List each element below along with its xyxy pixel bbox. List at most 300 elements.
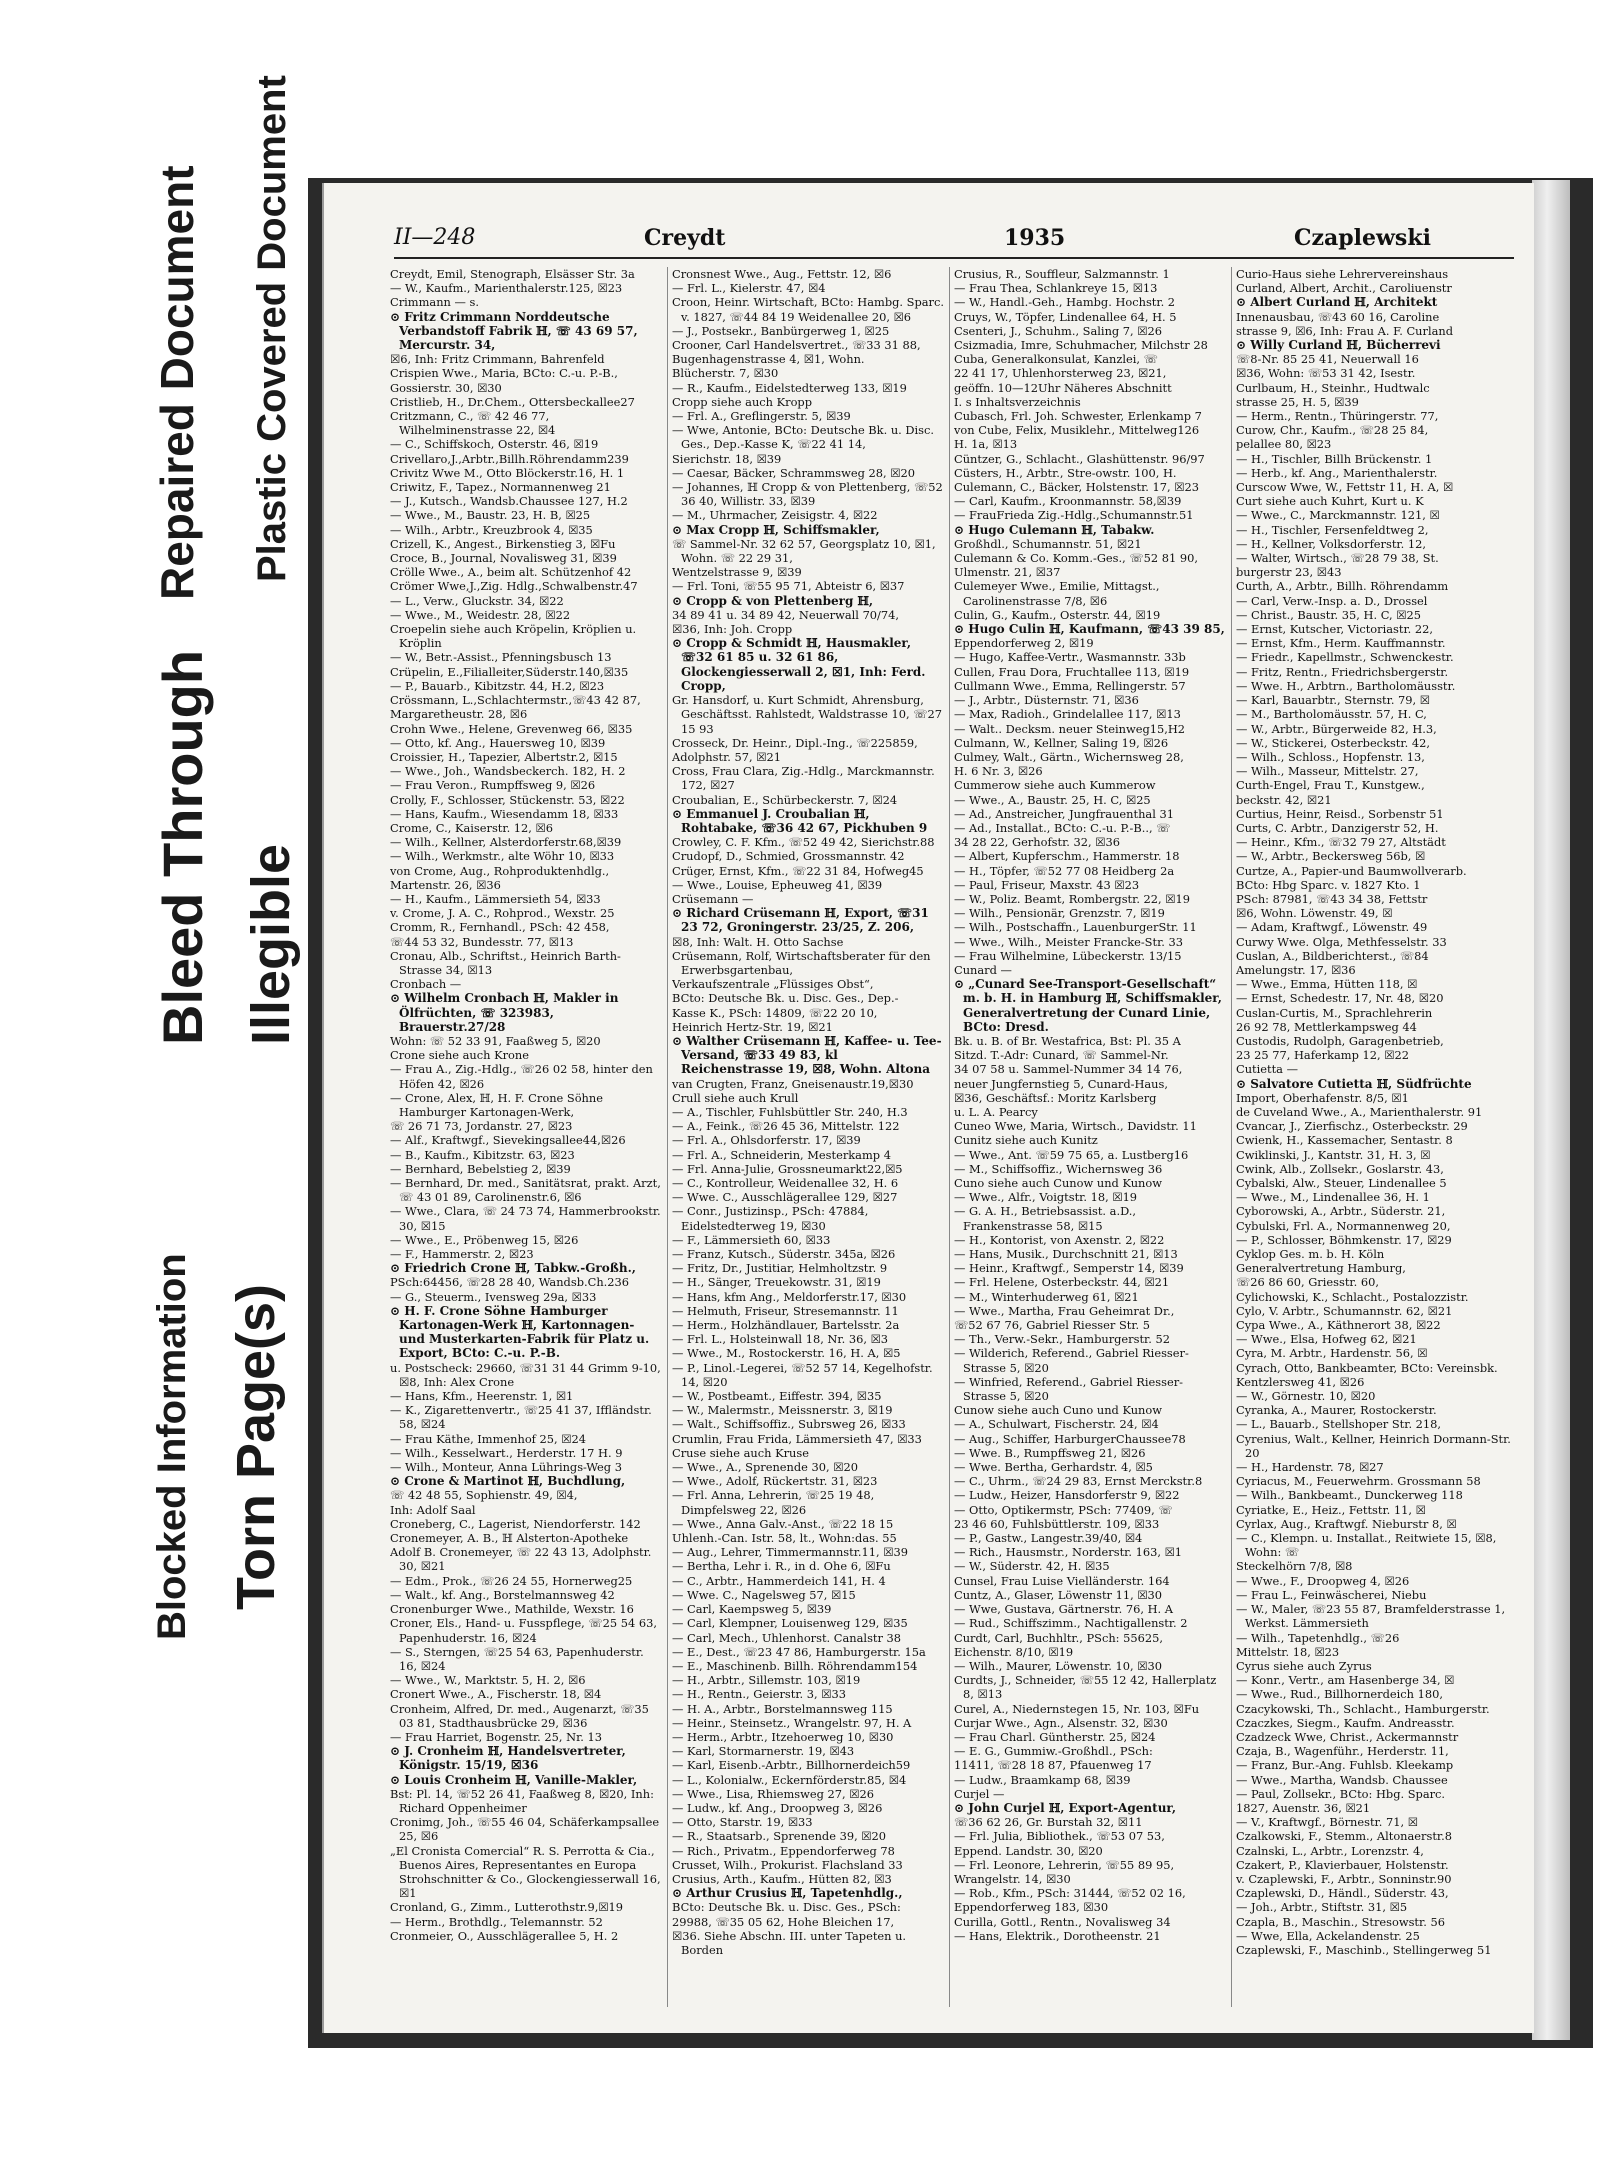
directory-entry: Curwy Wwe. Olga, Methfesselstr. 33 <box>1236 934 1447 949</box>
directory-entry: Import, Oberhafenstr. 8/5, ☒1 <box>1236 1090 1409 1105</box>
directory-entry: Eppendorferweg 183, ☒30 <box>954 1900 1109 1915</box>
directory-entry: ⊙ Emmanuel J. Croubalian ℍ, Rohtabake, ☏36 42 67, Pickhuben 9 <box>672 806 928 835</box>
directory-entry: — Wwe., Emma, Hütten 118, ☒ <box>1236 977 1418 992</box>
directory-entry: — Wwe., Lisa, Rhiemsweg 27, ☒26 <box>672 1786 874 1801</box>
directory-entry: Crull siehe auch Krull <box>672 1090 799 1105</box>
directory-entry: Crusset, Wilh., Prokurist. Flachsland 33 <box>672 1857 903 1872</box>
last-entry-name: Czaplewski <box>1294 225 1431 251</box>
directory-entry: — Winfried, Referend., Gabriel Riesser-Strasse 5, ☒20 <box>954 1374 1183 1404</box>
directory-entry: — Frl. Leonore, Lehrerin, ☏55 89 95, <box>954 1857 1175 1872</box>
directory-entry: — G., Steuerm., Ivensweg 29a, ☒33 <box>390 1289 597 1304</box>
directory-entry: ⊙ Albert Curland ℍ, Architekt <box>1236 295 1438 310</box>
directory-entry: — Friedr., Kapellmstr., Schwenckestr. <box>1236 650 1454 665</box>
directory-entry: ⊙ Arthur Crusius ℍ, Tapetenhdlg., <box>672 1886 903 1901</box>
directory-entry: — Aug., Lehrer, Timmermannstr.11, ☒39 <box>672 1545 908 1560</box>
directory-entry: Cronheim, Alfred, Dr. med., Augenarzt, ☏35 03 81, Stadthausbrücke 29, ☒36 <box>390 1701 649 1730</box>
directory-entry: — W., Stickerei, Osterbeckstr. 42, <box>1236 735 1430 750</box>
directory-entry: — Wwe. Bertha, Gerhardstr. 4, ☒5 <box>954 1460 1153 1475</box>
directory-entry: Cross, Frau Clara, Zig.-Hdlg., Marckmannstr. 172, ☒27 <box>672 764 935 793</box>
directory-entry: PSch:64456, ☏28 28 40, Wandsb.Ch.236 <box>390 1275 630 1290</box>
directory-entry: ☒36. Siehe Abschn. III. unter Tapeten u. Borden <box>672 1928 907 1957</box>
directory-entry: Cybalski, Alw., Steuer, Lindenallee 5 <box>1236 1176 1447 1190</box>
directory-entry: Croce, B., Journal, Novalisweg 31, ☒39 <box>390 551 617 566</box>
directory-entry: — Carl, Kaufm., Kroonmannstr. 58,☒39 <box>954 494 1182 509</box>
directory-entry: — Herm., Brothdlg., Telemannstr. 52 <box>390 1914 603 1929</box>
directory-entry: — H., Rentn., Geierstr. 3, ☒33 <box>672 1687 846 1702</box>
directory-entry: Curdt, Carl, Buchhltr., PSch: 55625, <box>954 1630 1163 1645</box>
directory-entry: Crusius, Arth., Kaufm., Hütten 82, ☒3 <box>672 1871 892 1886</box>
stamp-bleed-through: Bleed Through <box>151 649 214 1045</box>
directory-entry: Cyra, M. Arbtr., Hardenstr. 56, ☒ <box>1236 1346 1428 1361</box>
directory-entry: Curel, A., Niedernstegen 15, Nr. 103, ☒Fu <box>954 1701 1200 1716</box>
directory-entry: — W., Handl.-Geh., Hambg. Hochstr. 2 <box>954 295 1176 310</box>
directory-entry: — Adam, Kraftwgf., Löwenstr. 49 <box>1236 920 1428 935</box>
directory-entry: Criwitz, F., Tapez., Normannenweg 21 <box>390 480 611 495</box>
directory-entry: Csenteri, J., Schuhm., Saling 7, ☒26 <box>954 323 1163 338</box>
directory-entry: Culemann & Co. Komm.-Ges., ☏52 81 90, <box>954 551 1198 566</box>
directory-entry: u. Postscheck: 29660, ☏31 31 44 Grimm 9-10, ☒8, Inh: Alex Crone <box>390 1360 661 1389</box>
directory-entry: — Frl. Anna, Lehrerin, ☏25 19 48, Dimpfelsweg 22, ☒26 <box>672 1488 875 1517</box>
directory-entry: Eppendorferweg 2, ☒19 <box>954 636 1094 651</box>
directory-entry: — J., Postsekr., Banbürgerweg 1, ☒25 <box>672 323 890 338</box>
directory-entry: — Wwe., M., Rostockerstr. 16, H. A, ☒5 <box>672 1346 901 1361</box>
directory-entry: — Wwe., Ant. ☏59 75 65, a. Lustberg16 <box>954 1147 1189 1162</box>
directory-entry: Cronemeyer, A. B., ℍ Alsterton-Apotheke <box>390 1531 629 1546</box>
directory-entry: — M., Uhrmacher, Zeisigstr. 4, ☒22 <box>672 508 878 523</box>
directory-entry: — Helmuth, Friseur, Stresemannstr. 11 <box>672 1303 899 1318</box>
directory-entry: I. s Inhaltsverzeichnis <box>954 394 1081 409</box>
directory-entry: Cropp siehe auch Kropp <box>672 394 813 409</box>
directory-entry: Cronimg, Joh., ☏55 46 04, Schäferkampsallee 25, ☒6 <box>390 1815 660 1844</box>
directory-entry: Eppend. Landstr. 30, ☒20 <box>954 1843 1103 1858</box>
directory-entry: Adolphstr. 57, ☒21 <box>672 749 781 764</box>
directory-entry: ☏ 26 71 73, Jordanstr. 27, ☒23 <box>390 1119 573 1134</box>
directory-entry: — Frl. A., Schneiderin, Mesterkamp 4 <box>672 1147 891 1162</box>
directory-entry: ⊙ Hugo Culemann ℍ, Tabakw. <box>954 522 1155 537</box>
directory-entry: — Wwe., Joh., Wandsbeckerch. 182, H. 2 <box>390 764 626 779</box>
directory-entry: Crüsemann — <box>672 891 754 906</box>
directory-entry: — Frau Charl. Güntherstr. 25, ☒24 <box>954 1729 1156 1744</box>
directory-entry: — Frl. A., Ohlsdorferstr. 17, ☒39 <box>672 1133 861 1148</box>
directory-entry: — Wilderich, Referend., Gabriel Riesser-Strasse 5, ☒20 <box>954 1346 1189 1375</box>
directory-entry: 23 46 60, Fuhlsbüttlerstr. 109, ☒33 <box>954 1516 1160 1531</box>
directory-entry: ☏36 62 26, Gr. Burstah 32, ☒11 <box>954 1815 1143 1830</box>
directory-entry: — W., Malermstr., Meissnerstr. 3, ☒19 <box>672 1403 893 1418</box>
directory-entry: — Wilh., Tapetenhdlg., ☏26 <box>1236 1630 1400 1645</box>
directory-entry: Cyrenius, Walt., Kellner, Heinrich Dormann-Str. 20 <box>1236 1431 1511 1460</box>
directory-entry: — W., Poliz. Beamt, Rombergstr. 22, ☒19 <box>954 891 1191 906</box>
directory-entry: strasse 25, H. 5, ☒39 <box>1236 394 1359 409</box>
directory-entry: BCto: Deutsche Bk. u. Disc. Ges., PSch: <box>672 1900 901 1915</box>
directory-entry: — Wilh., Postschaffn., LauenburgerStr. 11 <box>954 920 1197 935</box>
directory-entry: — H., Hardenstr. 78, ☒27 <box>1236 1460 1384 1475</box>
directory-entry: — Johannes, ℍ Cropp & von Plettenberg, ☏52 36 40, Willistr. 33, ☒39 <box>672 480 943 509</box>
directory-entry: — K., Zigarettenvertr., ☏25 41 37, Iffländstr. 58, ☒24 <box>390 1403 652 1432</box>
directory-entry: Bst: Pl. 14, ☏52 26 41, Faaßweg 8, ☒20, Inh: Richard Oppenheimer <box>390 1786 654 1815</box>
column-1 <box>390 267 662 2007</box>
directory-entry: — Hans, Musik., Durchschnitt 21, ☒13 <box>954 1247 1178 1262</box>
directory-entry: neuer Jungfernstieg 5, Cunard-Haus, <box>954 1076 1168 1091</box>
directory-entry: ☒6, Inh: Fritz Crimmann, Bahrenfeld <box>390 352 605 367</box>
directory-entry: Curth-Engel, Frau T., Kunstgew., <box>1236 778 1425 793</box>
directory-entry: — W., Maler, ☏23 55 87, Bramfelderstrasse 1, Werkst. Lämmersieth <box>1236 1602 1506 1631</box>
directory-entry: 29988, ☏35 05 62, Hohe Bleichen 17, <box>672 1914 895 1929</box>
directory-entry: — Conr., Justizinsp., PSch: 47884, Eidelstedterweg 19, ☒30 <box>672 1204 869 1233</box>
directory-entry: Kasse K., PSch: 14809, ☏22 20 10, <box>672 1005 878 1020</box>
directory-entry: Curdts, J., Schneider, ☏55 12 42, Hallerplatz 8, ☒13 <box>954 1673 1217 1702</box>
directory-entry: — S., Sterngen, ☏25 54 63, Papenhuderstr. 16, ☒24 <box>390 1644 644 1673</box>
directory-entry: — FrauFrieda Zig.-Hdlg.,Schumannstr.51 <box>954 508 1194 523</box>
directory-entry: 34 28 22, Gerhofstr. 32, ☒36 <box>954 835 1120 850</box>
directory-entry: Uhlenh.-Can. Istr. 58, lt., Wohn:das. 55 <box>672 1531 897 1546</box>
directory-entry: Curjel — <box>954 1786 1005 1801</box>
directory-entry: Crusius, R., Souffleur, Salzmannstr. 1 <box>954 267 1170 281</box>
directory-entry: — Frl. L., Holsteinwall 18, Nr. 36, ☒3 <box>672 1332 889 1347</box>
directory-entry: ⊙ Fritz Crimmann Norddeutsche Verbandstoff Fabrik ℍ, ☏ 43 69 57, Mercurstr. 34, <box>390 309 638 353</box>
directory-entry: ☒8, Inh: Walt. H. Otto Sachse <box>672 934 844 949</box>
directory-entry: Cronsnest Wwe., Aug., Fettstr. 12, ☒6 <box>672 267 892 281</box>
directory-entry: Croissier, H., Tapezier, Albertstr.2, ☒15 <box>390 749 618 764</box>
directory-entry: Curjar Wwe., Agn., Alsenstr. 32, ☒30 <box>954 1715 1168 1730</box>
directory-entry: Cromm, R., Fernhandl., PSch: 42 458, <box>390 920 610 935</box>
directory-entry: — Wwe., Alfr., Voigtstr. 18, ☒19 <box>954 1190 1138 1205</box>
directory-entry: — Hugo, Kaffee-Vertr., Wasmannstr. 33b <box>954 650 1186 665</box>
directory-entry: — Hans, Kaufm., Wiesendamm 18, ☒33 <box>390 806 619 821</box>
directory-entry: — Walt., kf. Ang., Borstelmannsweg 42 <box>390 1587 615 1602</box>
directory-entry: ☒36, Wohn: ☏53 31 42, Isestr. <box>1236 366 1416 381</box>
directory-entry: — Frau Veron., Rumpffsweg 9, ☒26 <box>390 778 596 793</box>
directory-entry: — B., Kaufm., Kibitzstr. 63, ☒23 <box>390 1147 575 1162</box>
directory-entry: — H., Kontorist, von Axenstr. 2, ☒22 <box>954 1232 1165 1247</box>
directory-entry: ⊙ John Curjel ℍ, Export-Agentur, <box>954 1800 1177 1815</box>
directory-entry: — Ad., Installat., BCto: C.-u. P.-B.., ☏ <box>954 820 1171 835</box>
directory-entry: ☒36, Geschäftsf.: Moritz Karlsberg <box>954 1090 1157 1105</box>
directory-entry: — V., Kraftwgf., Börnestr. 71, ☒ <box>1236 1815 1418 1830</box>
directory-entry: Cwink, Alb., Zollsekr., Goslarstr. 43, <box>1236 1161 1444 1176</box>
directory-entry: — W., Arbtr., Bürgerweide 82, H.3, <box>1236 721 1437 736</box>
directory-entry: — M., Schiffsoffiz., Wichernsweg 36 <box>954 1161 1163 1176</box>
directory-entry: ⊙ Hugo Culin ℍ, Kaufmann, ☏43 39 85, <box>954 622 1225 637</box>
directory-entry: — Th., Verw.-Sekr., Hamburgerstr. 52 <box>954 1332 1170 1347</box>
directory-entry: Cylichowski, K., Schlacht., Postalozzistr. <box>1236 1289 1469 1304</box>
directory-entry: — Konr., Vertr., am Hasenberge 34, ☒ <box>1236 1673 1455 1688</box>
directory-entry: Croubalian, E., Schürbeckerstr. 7, ☒24 <box>672 792 898 807</box>
directory-entry: — Frl. Anna-Julie, Grossneumarkt22,☒5 <box>672 1161 903 1176</box>
directory-entry: — Hans, Kfm., Heerenstr. 1, ☒1 <box>390 1389 574 1404</box>
directory-entry: — Alf., Kraftwgf., Sievekingsallee44,☒26 <box>390 1133 626 1148</box>
directory-entry: — Karl, Stormarnerstr. 19, ☒43 <box>672 1744 855 1759</box>
directory-entry: — Bertha, Lehr i. R., in d. Ohe 6, ☒Fu <box>672 1559 891 1574</box>
directory-entry: PSch: 87981, ☏43 34 38, Fettstr <box>1236 891 1428 906</box>
directory-entry: Czadzeck Wwe, Christ., Ackermannstr <box>1236 1729 1459 1744</box>
stamp-blocked-information: Blocked Information <box>150 1253 194 1640</box>
directory-entry: Verkaufszentrale „Flüssiges Obst“, <box>672 977 874 992</box>
directory-page <box>322 183 1534 2033</box>
directory-entry: — Wwe. C., Ausschlägerallee 129, ☒27 <box>672 1190 898 1205</box>
directory-entry: Cuba, Generalkonsulat, Kanzlei, ☏ <box>954 352 1158 367</box>
directory-entry: — Bernhard, Bebelstieg 2, ☒39 <box>390 1161 571 1176</box>
directory-entry: Crüger, Ernst, Kfm., ☏22 31 84, Hofweg45 <box>672 863 924 878</box>
directory-entry: — Wwe., A., Sprenende 30, ☒20 <box>672 1460 858 1475</box>
directory-entry: — H., Tischler, Billh Brückenstr. 1 <box>1236 451 1433 466</box>
directory-entry: — Franz, Bur.-Ang. Fuhlsb. Kleekamp <box>1236 1758 1454 1773</box>
directory-entry: — Christ., Baustr. 35, H. C, ☒25 <box>1236 607 1421 622</box>
column-2 <box>672 267 944 2007</box>
stamp-plastic-covered-document: Plastic Covered Document <box>250 75 294 582</box>
directory-entry: ☏8-Nr. 85 25 41, Neuerwall 16 <box>1236 352 1419 367</box>
directory-entry: — W., Arbtr., Beckersweg 56b, ☒ <box>1236 849 1426 864</box>
directory-entry: Creydt, Emil, Stenograph, Elsässer Str. 3a <box>390 267 635 281</box>
directory-entry: Czalkowski, F., Stemm., Altonaerstr.8 <box>1236 1829 1452 1844</box>
directory-entry: — Ludw., Heizer, Hansdorferstr 9, ☒22 <box>954 1488 1180 1503</box>
directory-entry: — Wwe, Ella, Ackelandenstr. 25 <box>1236 1928 1420 1943</box>
column-4 <box>1236 267 1512 2007</box>
directory-entry: — Wwe. H., Arbtrn., Bartholomäusstr. <box>1236 678 1456 693</box>
directory-entry: Kentzlersweg 41, ☒26 <box>1236 1374 1365 1389</box>
directory-entry: Critzmann, C., ☏ 42 46 77, Wilhelminenstrasse 22, ☒4 <box>390 409 556 438</box>
directory-entry: Cuno siehe auch Cunow und Kunow <box>954 1176 1162 1190</box>
directory-entry: Cyborowski, A., Arbtr., Süderstr. 21, <box>1236 1204 1446 1219</box>
directory-entry: — L., Bauarb., Stellshoper Str. 218, <box>1236 1417 1442 1432</box>
directory-entry: — H., Kaufm., Lämmersieth 54, ☒33 <box>390 891 601 906</box>
directory-entry: — Wwe., Wilh., Meister Francke-Str. 33 <box>954 934 1183 949</box>
directory-entry: Cunitz siehe auch Kunitz <box>954 1133 1098 1148</box>
directory-entry: Cvancar, J., Zierfischz., Osterbeckstr. 29 <box>1236 1119 1468 1134</box>
directory-entry: — Wwe., Clara, ☏ 24 73 74, Hammerbrookstr. 30, ☒15 <box>390 1204 661 1233</box>
directory-entry: Culemeyer Wwe., Emilie, Mittagst., Carolinenstrasse 7/8, ☒6 <box>954 579 1160 608</box>
directory-entry: Crölle Wwe., A., beim alt. Schützenhof 42 <box>390 565 632 580</box>
directory-entry: — Frl. Toni, ☏55 95 71, Abteistr 6, ☒37 <box>672 579 905 594</box>
directory-entry: Cyriatke, E., Heiz., Fettstr. 11, ☒ <box>1236 1502 1426 1517</box>
directory-entry: — Wwe, Gustava, Gärtnerstr. 76, H. A <box>954 1602 1173 1617</box>
directory-entry: Cummerow siehe auch Kummerow <box>954 778 1156 793</box>
directory-entry: Curtius, Heinr, Reisd., Sorbenstr 51 <box>1236 806 1444 821</box>
directory-entry: — L., Verw., Gluckstr. 34, ☒22 <box>390 593 564 608</box>
directory-entry: Crüsemann, Rolf, Wirtschaftsberater für den Erwerbsgartenbau, <box>672 948 931 977</box>
directory-entry: 26 92 78, Mettlerkampsweg 44 <box>1236 1019 1417 1034</box>
directory-entry: Gossierstr. 30, ☒30 <box>390 380 502 395</box>
directory-entry: Margaretheustr. 28, ☒6 <box>390 707 528 722</box>
directory-entry: — Carl, Kaempsweg 5, ☒39 <box>672 1602 832 1617</box>
directory-entry: geöffn. 10—12Uhr Näheres Abschnitt <box>954 380 1172 395</box>
column-divider <box>1231 267 1232 2007</box>
page-number: II—248 <box>394 225 476 250</box>
directory-entry: 11411, ☏28 18 87, Pfauenweg 17 <box>954 1758 1152 1773</box>
directory-entry: — P., Bauarb., Kibitzstr. 44, H.2, ☒23 <box>390 678 605 693</box>
directory-entry: Czacykowski, Th., Schlacht., Hamburgerstr. <box>1236 1701 1490 1716</box>
directory-entry: — Wwe., E., Pröbenweg 15, ☒26 <box>390 1232 579 1247</box>
directory-entry: — F., Lämmersieth 60, ☒33 <box>672 1232 831 1247</box>
directory-entry: — Wwe., Adolf, Rückertstr. 31, ☒23 <box>672 1474 878 1489</box>
directory-entry: Crowley, C. F. Kfm., ☏52 49 42, Sierichstr.88 <box>672 835 935 850</box>
directory-entry: — Bernhard, Dr. med., Sanitätsrat, prakt. Arzt, ☏ 43 01 89, Carolinenstr.6, ☒6 <box>390 1176 661 1205</box>
directory-entry: — Carl, Klempner, Louisenweg 129, ☒35 <box>672 1616 908 1631</box>
directory-entry: — Wwe., A., Baustr. 25, H. C, ☒25 <box>954 792 1151 807</box>
directory-entry: — Max, Radioh., Grindelallee 117, ☒13 <box>954 707 1181 722</box>
directory-entry: — Wilh., Schloss., Hopfenstr. 13, <box>1236 749 1425 764</box>
directory-entry: Cyrlax, Aug., Kraftwgf. Nieburstr 8, ☒ <box>1236 1516 1457 1531</box>
directory-entry: Cronmeier, O., Ausschlägerallee 5, H. 2 <box>390 1928 619 1943</box>
directory-entry: v. Crome, J. A. C., Rohprod., Wexstr. 25 <box>390 906 615 921</box>
directory-entry: ⊙ J. Cronheim ℍ, Handelsvertreter, Königstr. 15/19, ☒36 <box>390 1744 626 1773</box>
directory-entry: Crosseck, Dr. Heinr., Dipl.-Ing., ☏225859, <box>672 735 918 750</box>
directory-entry: — Otto, Optikermstr, PSch: 77409, ☏ <box>954 1502 1173 1517</box>
directory-entry: — Wwe. C., Nagelsweg 57, ☒15 <box>672 1587 856 1602</box>
directory-entry: — Frl. Helene, Osterbeckstr. 44, ☒21 <box>954 1275 1170 1290</box>
directory-entry: — Aug., Schiffer, HarburgerChaussee78 <box>954 1431 1186 1446</box>
directory-entry: — J., Arbtr., Düsternstr. 71, ☒36 <box>954 693 1139 708</box>
directory-entry: Martenstr. 26, ☒36 <box>390 877 501 892</box>
directory-entry: Curland, Albert, Archit., Caroliuenstr <box>1236 281 1452 296</box>
directory-entry: — H., Tischler, Fersenfeldtweg 2, <box>1236 522 1429 537</box>
directory-entry: Czaplewski, F., Maschinb., Stellingerweg 51 <box>1236 1942 1492 1957</box>
directory-entry: Czaplewski, D., Händl., Süderstr. 43, <box>1236 1886 1449 1901</box>
directory-entry: 23 25 77, Haferkamp 12, ☒22 <box>1236 1048 1409 1063</box>
directory-entry: von Crome, Aug., Rohproduktenhdlg., <box>390 863 610 878</box>
directory-entry: — Frau Harriet, Bogenstr. 25, Nr. 13 <box>390 1729 603 1744</box>
directory-entry: Culmann, W., Kellner, Saling 19, ☒26 <box>954 735 1169 750</box>
directory-entry: Steckelhörn 7/8, ☒8 <box>1236 1559 1353 1574</box>
directory-entry: — Edm., Prok., ☏26 24 55, Hornerweg25 <box>390 1573 633 1588</box>
directory-entry: — Wwe., C., Marckmannstr. 121, ☒ <box>1236 508 1440 523</box>
directory-entry: Cyranka, A., Maurer, Rostockerstr. <box>1236 1403 1437 1418</box>
directory-entry: ⊙ Friedrich Crone ℍ, Tabkw.-Großh., <box>390 1261 636 1276</box>
directory-entry: — Albert, Kupferschm., Hammerstr. 18 <box>954 849 1180 864</box>
directory-entry: Crome, C., Kaiserstr. 12, ☒6 <box>390 820 553 835</box>
directory-entry: — Wwe., Rud., Billhornerdeich 180, <box>1236 1687 1443 1702</box>
directory-entry: Cunow siehe auch Cuno und Kunow <box>954 1403 1162 1418</box>
directory-entry: Crudopf, D., Schmied, Grossmannstr. 42 <box>672 849 905 864</box>
directory-entry: — Carl, Mech., Uhlenhorst. Canalstr 38 <box>672 1630 902 1645</box>
directory-entry: — Wwe., Elsa, Hofweg 62, ☒21 <box>1236 1332 1417 1347</box>
directory-entry: — C., Uhrm., ☏24 29 83, Ernst Merckstr.8 <box>954 1474 1203 1489</box>
directory-entry: 1827, Auenstr. 36, ☒21 <box>1236 1800 1371 1815</box>
directory-entry: — Ludw., Braamkamp 68, ☒39 <box>954 1772 1131 1787</box>
directory-entry: Generalvertretung Hamburg, <box>1236 1261 1406 1276</box>
directory-entry: BCto: Hbg Sparc. v. 1827 Kto. 1 <box>1236 877 1421 892</box>
directory-entry: Czakert, P., Klavierbauer, Holstenstr. <box>1236 1857 1449 1872</box>
directory-entry: — A., Schulwart, Fischerstr. 24, ☒4 <box>954 1417 1159 1432</box>
directory-entry: 34 89 41 u. 34 89 42, Neuerwall 70/74, <box>672 607 900 622</box>
directory-entry: — Paul, Friseur, Maxstr. 43 ☒23 <box>954 877 1140 892</box>
directory-entry: — Frau L., Feinwäscherei, Niebu <box>1236 1587 1427 1602</box>
directory-entry: H. 6 Nr. 3, ☒26 <box>954 764 1043 779</box>
directory-entry: Cronbach — <box>390 977 462 992</box>
directory-entry: Cristlieb, H., Dr.Chem., Ottersbeckallee27 <box>390 394 635 409</box>
directory-entry: ⊙ Max Cropp ℍ, Schiffsmakler, <box>672 522 880 537</box>
directory-entry: — Walter, Wirtsch., ☏28 79 38, St. <box>1236 551 1439 566</box>
directory-entry: — Herb., kf. Ang., Marienthalerstr. <box>1236 465 1438 480</box>
directory-entry: ☏ 42 48 55, Sophienstr. 49, ☒4, <box>390 1488 578 1503</box>
directory-entry: — Wilh., Kellner, Alsterdorferstr.68,☒39 <box>390 835 622 850</box>
directory-entry: — Fritz, Rentn., Friedrichsbergerstr. <box>1236 664 1449 679</box>
directory-entry: — P., Linol.-Legerei, ☏52 57 14, Kegelhofstr. 14, ☒20 <box>672 1360 933 1389</box>
directory-entry: H. 1a, ☒13 <box>954 437 1018 452</box>
directory-entry: Crimmann — s. <box>390 295 479 310</box>
directory-entry: Crömer Wwe,J.,Zig. Hdlg.,Schwalbenstr.47 <box>390 579 638 594</box>
directory-entry: — Wilh., Kesselwart., Herderstr. 17 H. 9 <box>390 1445 623 1460</box>
directory-entry: Sitzd. T.-Adr: Cunard, ☏ Sammel-Nr. <box>954 1048 1169 1063</box>
directory-entry: Ulmenstr. 21, ☒37 <box>954 565 1061 580</box>
directory-entry: ☏ Sammel-Nr. 32 62 57, Georgsplatz 10, ☒1, Wohn. ☏ 22 29 31, <box>672 536 936 566</box>
directory-entry: — Paul, Zollsekr., BCto: Hbg. Sparc. <box>1236 1786 1446 1801</box>
directory-entry: Cullen, Frau Dora, Fruchtallee 113, ☒19 <box>954 664 1190 679</box>
directory-entry: Großhdl., Schumannstr. 51, ☒21 <box>954 536 1142 551</box>
directory-entry: — J., Kutsch., Wandsb.Chaussee 127, H.2 <box>390 494 628 509</box>
directory-entry: Bugenhagenstrasse 4, ☒1, Wohn. <box>672 352 865 367</box>
directory-entry: ☏26 86 60, Griesstr. 60, <box>1236 1275 1379 1290</box>
directory-entry: Culemann, C., Bäcker, Holstenstr. 17, ☒23 <box>954 480 1199 495</box>
directory-entry: Curilla, Gottl., Rentn., Novalisweg 34 <box>954 1914 1171 1929</box>
directory-entry: Cunsel, Frau Luise Vielländerstr. 164 <box>954 1573 1170 1588</box>
directory-entry: Crivitz Wwe M., Otto Blöckerstr.16, H. 1 <box>390 465 625 480</box>
directory-entry: Cyrus siehe auch Zyrus <box>1236 1658 1372 1673</box>
directory-entry: — Rich., Hausmstr., Norderstr. 163, ☒1 <box>954 1545 1183 1560</box>
directory-entry: — Fritz, Dr., Justitiar, Helmholtzstr. 9 <box>672 1261 888 1276</box>
directory-entry: — Rich., Privatm., Eppendorferweg 78 <box>672 1843 895 1858</box>
directory-entry: — Wilh., Masseur, Mittelstr. 27, <box>1236 764 1419 779</box>
stamp-repaired-document: Repaired Document <box>151 165 203 600</box>
directory-entry: ⊙ Walther Crüsemann ℍ, Kaffee- u. Tee-Versand, ☏33 49 83, kl Reichenstrasse 19, ☒8, Wohn. Altona <box>672 1033 942 1077</box>
directory-entry: Czalnski, L., Arbtr., Lorenzstr. 4, <box>1236 1843 1424 1858</box>
directory-entry: Custodis, Rudolph, Garagenbetrieb, <box>1236 1033 1444 1048</box>
directory-entry: — Hans, kfm Ang., Meldorferstr.17, ☒30 <box>672 1289 907 1304</box>
column-3 <box>954 267 1226 2007</box>
directory-entry: Croner, Els., Hand- u. Fusspflege, ☏25 54 63, Papenhuderstr. 16, ☒24 <box>390 1616 658 1645</box>
directory-entry: ☒36, Inh: Joh. Cropp <box>672 622 793 637</box>
directory-entry: — M., Bartholomäusstr. 57, H. C, <box>1236 707 1427 722</box>
directory-entry: — Frau A., Zig.-Hdlg., ☏26 02 58, hinter den Höfen 42, ☒26 <box>390 1062 653 1091</box>
directory-entry: Amelungstr. 17, ☒36 <box>1236 962 1356 977</box>
directory-entry: — Karl, Eisenb.-Arbtr., Billhornerdeich59 <box>672 1758 911 1773</box>
directory-entry: ⊙ Willy Curland ℍ, Bücherrevi <box>1236 338 1441 353</box>
stamp-torn-pages: Torn Page(s) <box>226 1283 286 1610</box>
directory-entry: Croepelin siehe auch Kröpelin, Kröplien u. Kröplin <box>390 622 637 651</box>
directory-entry: ⊙ Salvatore Cutietta ℍ, Südfrüchte <box>1236 1076 1472 1091</box>
directory-entry: — W., Süderstr. 42, H. ☒35 <box>954 1559 1110 1574</box>
directory-entry: — Franz, Kutsch., Süderstr. 345a, ☒26 <box>672 1247 896 1262</box>
directory-entry: — Walt.. Decksm. neuer Steinweg15,H2 <box>954 721 1186 736</box>
directory-entry: Innenausbau, ☏43 60 16, Caroline <box>1236 309 1440 324</box>
directory-entry: — M., Winterhuderweg 61, ☒21 <box>954 1289 1139 1304</box>
directory-entry: — Otto, kf. Ang., Hauersweg 10, ☒39 <box>390 735 606 750</box>
directory-columns <box>390 267 1515 2007</box>
directory-entry: Curlbaum, H., Steinhr., Hudtwalc <box>1236 380 1430 395</box>
directory-entry: Cuslan, A., Bildberichterst., ☏84 <box>1236 948 1429 963</box>
directory-entry: — Hans, Elektrik., Dorotheenstr. 21 <box>954 1928 1161 1943</box>
directory-entry: — Rud., Schiffszimm., Nachtigallenstr. 2 <box>954 1616 1188 1631</box>
directory-entry: — R., Staatsarb., Sprenende 39, ☒20 <box>672 1829 887 1844</box>
directory-entry: — Frau Wilhelmine, Lübeckerstr. 13/15 <box>954 948 1182 963</box>
directory-entry: — Wwe., Anna Galv.-Anst., ☏22 18 15 <box>672 1516 894 1531</box>
directory-entry: — H., Arbtr., Sillemstr. 103, ☒19 <box>672 1673 861 1688</box>
directory-entry: Cubasch, Frl. Joh. Schwester, Erlenkamp 7 <box>954 409 1202 424</box>
directory-entry: — Wwe., M., Baustr. 23, H. B, ☒25 <box>390 508 591 523</box>
directory-entry: — H., Sänger, Treuekowstr. 31, ☒19 <box>672 1275 881 1290</box>
directory-entry: Csizmadia, Imre, Schuhmacher, Milchstr 28 <box>954 338 1208 353</box>
directory-entry: Culmey, Walt., Gärtn., Wichernsweg 28, <box>954 749 1184 764</box>
directory-entry: Cullmann Wwe., Emma, Rellingerstr. 57 <box>954 678 1186 693</box>
directory-entry: — C., Kontrolleur, Weidenallee 32, H. 6 <box>672 1176 899 1190</box>
directory-entry: — Wwe, Antonie, BCto: Deutsche Bk. u. Disc. Ges., Dep.-Kasse K, ☏22 41 14, <box>672 423 935 452</box>
directory-entry: Culin, G., Kaufm., Osterstr. 44, ☒19 <box>954 607 1161 622</box>
directory-entry: Cypa Wwe., A., Käthnerort 38, ☒22 <box>1236 1318 1441 1333</box>
directory-entry: — Wwe., W., Marktstr. 5, H. 2, ☒6 <box>390 1673 586 1688</box>
directory-entry: — Wwe., M., Lindenallee 36, H. 1 <box>1236 1190 1430 1205</box>
directory-entry: Cronert Wwe., A., Fischerstr. 18, ☒4 <box>390 1687 602 1702</box>
directory-entry: de Cuveland Wwe., A., Marienthalerstr. 91 <box>1236 1104 1483 1119</box>
directory-entry: — Ad., Anstreicher, Jungfrauenthal 31 <box>954 806 1174 821</box>
